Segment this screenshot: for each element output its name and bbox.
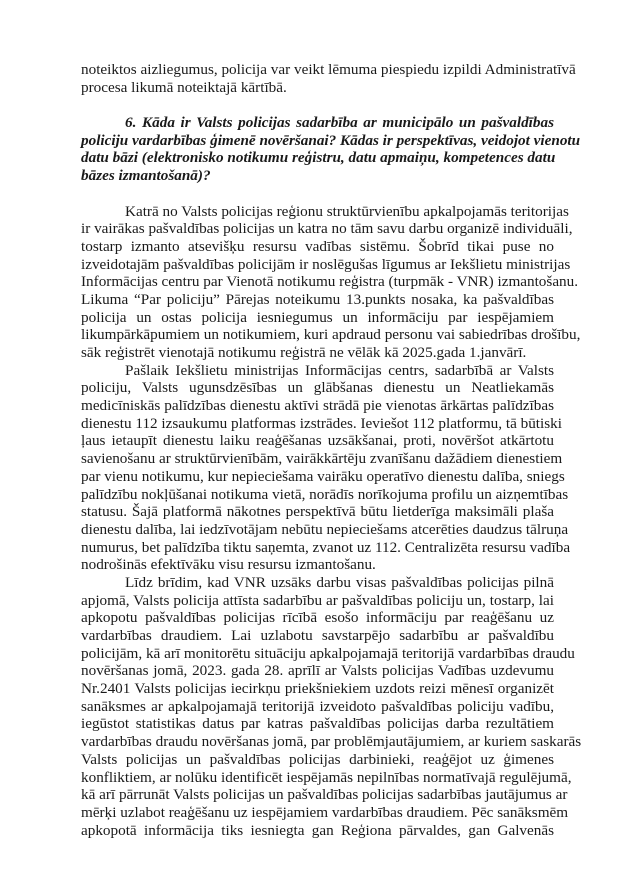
text-line: konfliktiem, ar nolūku identificēt iespējamās nepilnības normatīvajā regulējumā,	[81, 768, 572, 786]
heading-line: datu bāzi (elektronisko notikumu reģistru, datu apmaiņu, kompetences datu	[81, 149, 556, 167]
text-line: savienošanu ar struktūrvienībām, vairākkārtēju zvanīšanu dažādiem dienestiem	[81, 450, 563, 468]
text-line: numurus, bet palīdzība tiktu saņemta, zvanot uz 112. Centralizēta resursu vadība	[81, 538, 571, 556]
text-line: apkopotā informācija tiks iesniegta gan Reģiona pārvaldes, gan Galvenās	[81, 821, 554, 839]
heading-line: 6. Kāda ir Valsts policijas sadarbība ar municipālo un pašvaldības	[125, 114, 554, 132]
text-line: procesa likumā noteiktajā kārtībā.	[81, 78, 287, 96]
text-line: nodrošinās efektīvāku visu resursu izmantošanu.	[81, 556, 376, 574]
question-heading	[81, 114, 581, 185]
paragraph-2	[81, 361, 571, 574]
text-line: dienestu dalība, lai iedzīvotājam nebūtu nepieciešams atcerēties daudzus tālruņa	[81, 520, 569, 538]
text-line: kā arī pārrunāt Valsts policijas un pašvaldības policijas sadarbības jautājumus ar	[81, 786, 568, 804]
text-line: iegūstot statistikas datus par katras pašvaldības policijas darba rezultātiem	[81, 715, 554, 733]
text-line: vardarbības draudu novēršanas jomā, par problēmjautājumiem, ar kuriem saskarās	[81, 733, 582, 751]
heading-line: policiju vardarbības ģimenē novēršanai? Kādas ir perspektīvas, veidojot vienotu	[81, 131, 581, 149]
text-line: Likuma “Par policiju” Pārejas noteikumu 13.punkts nosaka, ka pašvaldības	[81, 290, 554, 308]
text-line: Nr.2401 Valsts policijas iecirkņu priekšniekiem uzdots reizi mēnesī organizēt	[81, 680, 554, 698]
text-line: ir vairākas pašvaldības policijas un katra no tām savu darbu organizē individuāli,	[81, 220, 573, 238]
text-line: likumpārkāpumiem un notikumiem, kuri apdraud personu vai sabiedrības drošību,	[81, 326, 581, 344]
text-line: vardarbības draudiem. Lai uzlabotu savstarpējo sadarbību ar pašvaldību	[81, 627, 554, 644]
heading-line: bāzes izmantošanā)?	[81, 167, 211, 185]
intro-paragraph	[81, 61, 576, 96]
text-line: ļaus ietaupīt dienestu laiku reaģēšanas uzsākšanai, proti, novēršot atkārtotu	[81, 432, 554, 450]
text-line: izveidotajām pašvaldības policijām ir noslēgušas līgumus ar Iekšlietu ministrijas	[81, 255, 571, 273]
text-line: palīdzību nokļūšanai notikuma vietā, norādīs norīkojuma profilu un aizņemtības	[81, 485, 569, 503]
text-line: statusu. Šajā platformā nākotnes perspektīvā būtu lietderīga maksimāli plaša	[81, 503, 554, 521]
spacer	[81, 185, 554, 203]
text-line: Valsts policijas un pašvaldības policijas darbinieki, reaģējot uz ģimenes	[81, 750, 554, 768]
text-line: Līdz brīdim, kad VNR uzsāks darbu visas pašvaldības policijas pilnā	[125, 573, 554, 591]
text-line: noteiktos aizliegumus, policija var veikt lēmuma piespiedu izpildi Administratīvā	[81, 61, 576, 78]
text-line: Informācijas centru par Vienotā notikumu reģistra (turpmāk - VNR) izmantošanu.	[81, 273, 579, 291]
document-page	[81, 61, 582, 839]
text-line: policija un ostas policija iesniegumus un informāciju par iespējamiem	[81, 308, 554, 326]
text-line: mērķi uzlabot reaģēšanu uz iespējamiem vardarbības draudiem. Pēc sanāksmēm	[81, 803, 569, 821]
text-line: Pašlaik Iekšlietu ministrijas Informācijas centrs, sadarbībā ar Valsts	[125, 361, 554, 379]
text-line: novēršanas jomā, 2023. gada 28. aprīlī ar Valsts policijas Vadības uzdevumu	[81, 662, 554, 680]
text-line: Katrā no Valsts policijas reģionu struktūrvienību apkalpojamās teritorijas	[125, 202, 569, 220]
text-line: sanāksmes ar apkalpojamajā teritorijā izveidoto pašvaldības policiju vadību,	[81, 697, 554, 715]
text-line: apjomā, Valsts policija attīsta sadarbību ar pašvaldības policiju un, tostarp, lai	[81, 591, 554, 609]
spacer	[81, 96, 554, 114]
text-line: policijām, kā arī monitorētu situāciju apkalpojamajā teritorijā vardarbības draudu	[81, 644, 575, 662]
text-line: par vienu notikumu, kur nepieciešama vairāku operatīvo dienestu dalība, sniegs	[81, 467, 565, 485]
text-line: medicīniskās palīdzības dienestu aktīvi strādā pie vienotas ārkārtas palīdzības	[81, 397, 554, 415]
text-line: policiju, Valsts ugunsdzēsības un glābšanas dienestu un Neatliekamās	[81, 379, 554, 397]
paragraph-3	[81, 573, 582, 839]
paragraph-1	[81, 202, 581, 362]
text-line: tostarp izmanto atsevišķu resursu vadības sistēmu. Šobrīd tikai puse no	[81, 237, 554, 255]
text-line: apkopotu pašvaldības policijas rīcībā esošo informāciju par reaģēšanu uz	[81, 609, 554, 627]
text-line: dienestu 112 izsaukumu platformas izstrādes. Ieviešot 112 platformu, tā būtiski	[81, 414, 562, 432]
text-line: sāk reģistrēt vienotajā notikumu reģistrā ne vēlāk kā 2025.gada 1.janvārī.	[81, 344, 527, 361]
